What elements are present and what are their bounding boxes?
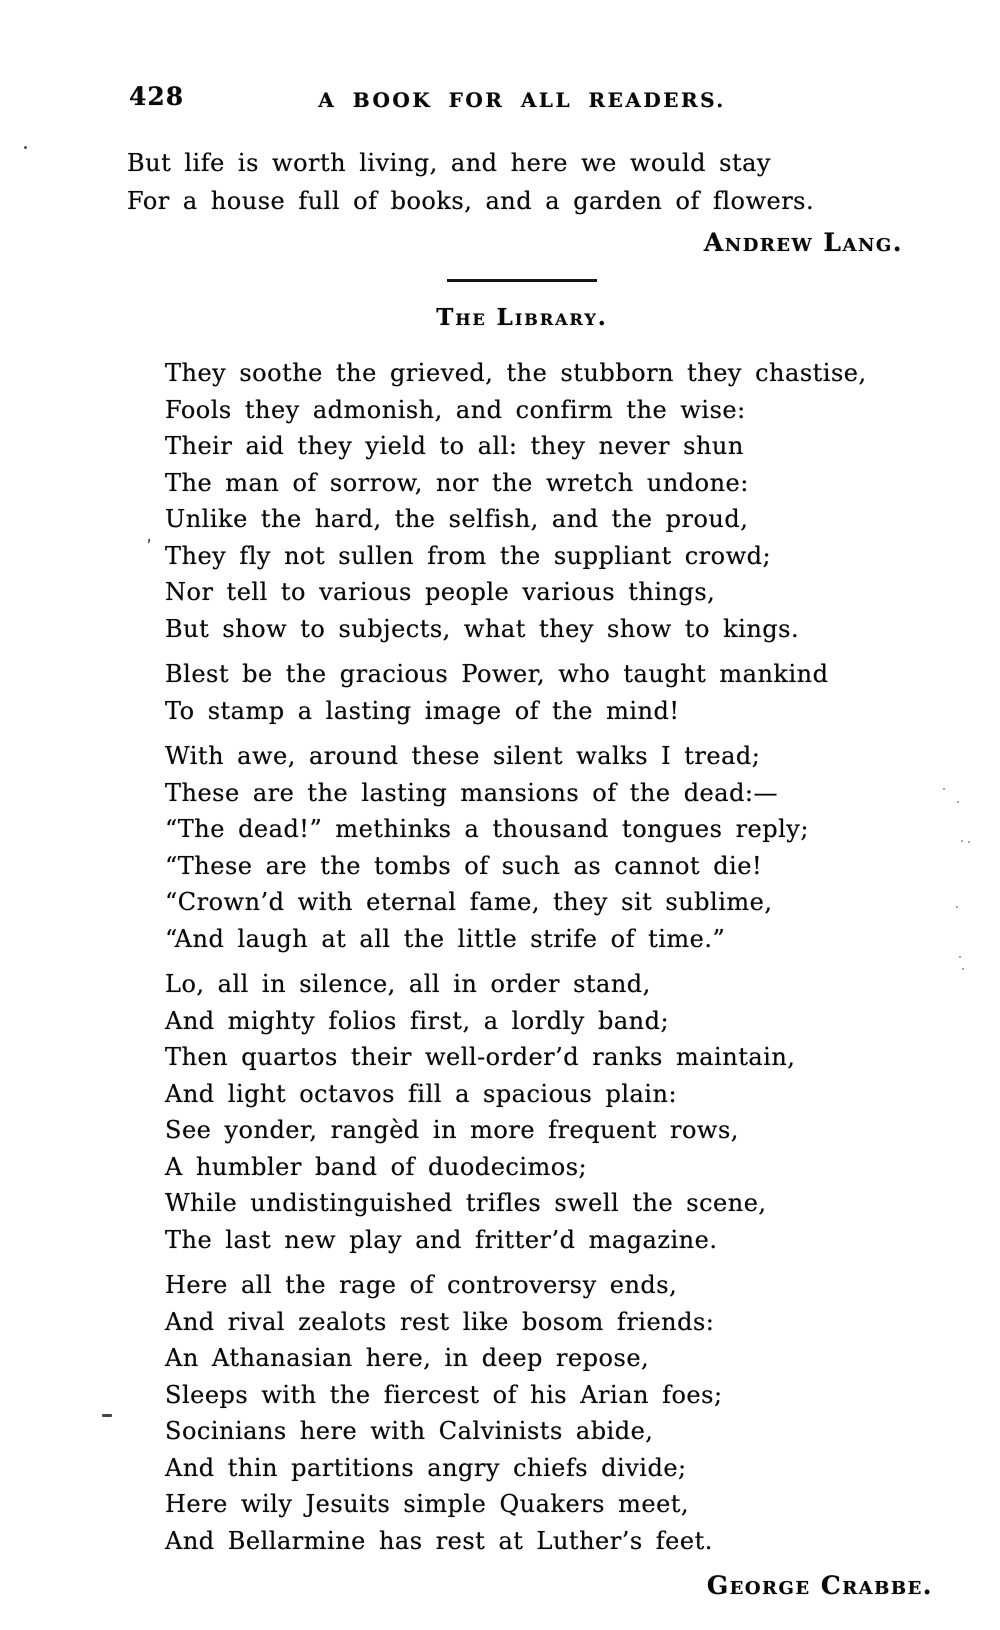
- scan-artifact-dot: [959, 956, 961, 958]
- running-header-title: A BOOK FOR ALL READERS.: [318, 88, 726, 112]
- poem-line: And Bellarmine has rest at Luther’s feet.: [165, 1526, 713, 1555]
- stanza: [165, 1267, 917, 1559]
- running-head: [127, 84, 917, 116]
- poem-line: To stamp a lasting image of the mind!: [165, 696, 680, 725]
- poem-line: They fly not sullen from the suppliant crowd;: [165, 541, 772, 570]
- poem-line: An Athanasian here, in deep repose,: [165, 1344, 650, 1372]
- epigraph-line: For a house full of books, and a garden of flowers.: [127, 187, 815, 215]
- scan-artifact-dot: [962, 968, 964, 970]
- page-content: [127, 82, 933, 1600]
- poem-line: Fools they admonish, and confirm the wise:: [165, 395, 746, 424]
- poem-line: And thin partitions angry chiefs divide;: [165, 1453, 687, 1482]
- poem-line: Nor tell to various people various things,: [165, 578, 716, 606]
- poem-line: “These are the tombs of such as cannot die!: [165, 851, 763, 880]
- stanza: [165, 738, 917, 957]
- poem-line: Lo, all in silence, all in order stand,: [165, 970, 651, 998]
- section-divider-rule: [447, 279, 597, 282]
- poem-line: The man of sorrow, nor the wretch undone:: [165, 468, 749, 497]
- poem-line: The last new play and fritter’d magazine.: [165, 1225, 718, 1254]
- poem-line: Here all the rage of controversy ends,: [165, 1271, 678, 1299]
- poem-line: These are the lasting mansions of the dead:—: [165, 778, 779, 807]
- scan-artifact-dot: [24, 146, 27, 149]
- stanza: [165, 355, 917, 647]
- poem-line: Then quartos their well-order’d ranks maintain,: [165, 1043, 796, 1071]
- poem-line: A humbler band of duodecimos;: [165, 1152, 588, 1181]
- scan-artifact-dot: [961, 840, 963, 842]
- poem-title: The Library.: [436, 304, 608, 331]
- poem-line: And light octavos fill a spacious plain:: [165, 1079, 678, 1108]
- poem-line: Blest be the gracious Power, who taught mankind: [165, 660, 829, 688]
- poem-line: “The dead!” methinks a thousand tongues reply;: [165, 815, 809, 843]
- poem-line: Here wily Jesuits simple Quakers meet,: [165, 1490, 690, 1518]
- poem-body: [165, 355, 917, 1559]
- page-number: 428: [129, 82, 185, 111]
- poem-line: “Crown’d with eternal fame, they sit sublime,: [165, 888, 773, 916]
- poem-line: Their aid they yield to all: they never shun: [165, 432, 744, 460]
- poem-line: Unlike the hard, the selfish, and the proud,: [165, 505, 749, 533]
- poem-attribution: George Crabbe.: [706, 1571, 933, 1600]
- poem-line: See yonder, rangèd in more frequent rows,: [165, 1116, 739, 1144]
- scan-artifact-dot: [968, 841, 970, 843]
- poem-line: They soothe the grieved, the stubborn they chastise,: [165, 359, 867, 387]
- scan-artifact-dot: [943, 788, 945, 790]
- poem-line: While undistinguished trifles swell the scene,: [165, 1189, 767, 1217]
- scan-artifact-dot: [956, 906, 958, 908]
- epigraph: [127, 144, 917, 220]
- poem-line: Socinians here with Calvinists abide,: [165, 1417, 654, 1445]
- scan-artifact-comma: ,: [142, 525, 153, 546]
- scan-artifact-dot: [957, 801, 959, 803]
- epigraph-attribution: Andrew Lang.: [703, 228, 903, 257]
- poem-line: With awe, around these silent walks I tread;: [165, 742, 761, 770]
- poem-line: And mighty folios first, a lordly band;: [165, 1006, 670, 1035]
- poem-line: “And laugh at all the little strife of time.”: [165, 924, 726, 953]
- stanza: [165, 966, 917, 1258]
- scan-artifact-dash: [102, 1414, 112, 1417]
- poem-line: Sleeps with the fiercest of his Arian foes;: [165, 1380, 723, 1409]
- stanza: [165, 656, 917, 729]
- epigraph-line: But life is worth living, and here we would stay: [127, 149, 771, 177]
- poem-line: But show to subjects, what they show to kings.: [165, 614, 800, 643]
- poem-line: And rival zealots rest like bosom friends:: [165, 1307, 715, 1336]
